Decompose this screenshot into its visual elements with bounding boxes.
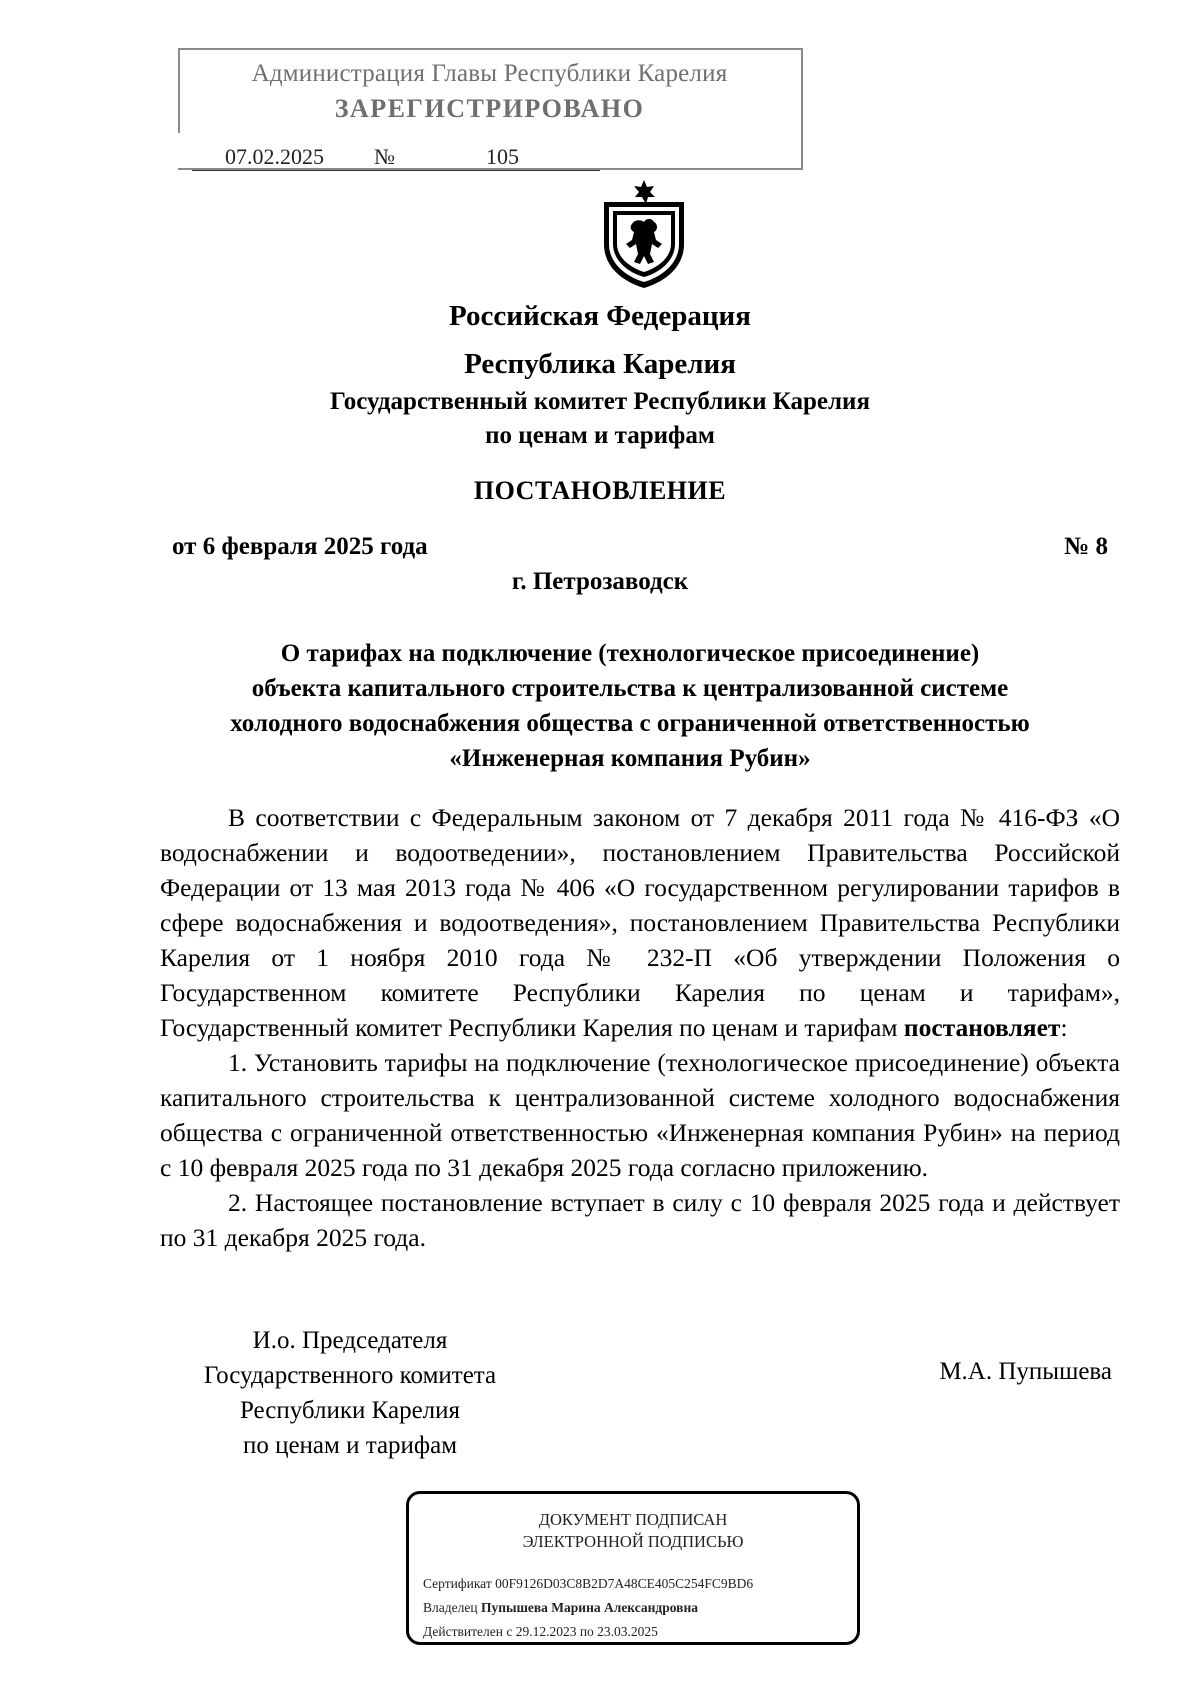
esig-heading-line2: ЭЛЕКТРОННОЙ ПОДПИСЬЮ [522, 1532, 744, 1551]
document-title [150, 636, 1110, 776]
republic-heading: Республика Карелия [464, 348, 736, 380]
valid-from-value: 29.12.2023 [515, 1624, 577, 1639]
document-type: ПОСТАНОВЛЕНИЕ [473, 476, 727, 505]
stamp-border-top [178, 48, 801, 50]
certificate-value: 00F9126D03C8B2D7A48CE405C254FC9BD6 [495, 1576, 754, 1591]
resolves-word: постановляет [903, 1013, 1061, 1042]
position-line: Государственного комитета [203, 1362, 497, 1389]
document-date: от 6 февраля 2025 года [172, 533, 428, 560]
document-body [160, 800, 1120, 1255]
preamble-text: В соответствии с Федеральным законом от 7 декабря 2011 года № 416-ФЗ «О водоснабжении и водоотведении», постановлением Правительства Российской Федерации от 13 мая 2013 года № 406 «О государственном регулировании тарифов в сфере водоснабжения и водоотведения», постановлением Правительства Республики Карелия от 1 ноября 2010 года № 232-П «Об утверждении Положения о Государственном комитете Республики Карелия по ценам и тарифам», Государственный комитет Республики Карелия по ценам и тарифам [160, 803, 1120, 1042]
document-number: № 8 [1064, 533, 1108, 560]
esig-heading: ДОКУМЕНТ ПОДПИСАН [538, 1510, 728, 1529]
title-line: «Инженерная компания Рубин» [449, 745, 811, 772]
committee-heading: Государственный комитет Республики Карелия [330, 388, 870, 415]
signatory-name: М.А. Пупышева [939, 1358, 1112, 1385]
country-heading: Российская Федерация [449, 300, 751, 332]
preamble-paragraph [160, 800, 1120, 1045]
valid-label: Действителен [423, 1624, 503, 1639]
electronic-signature-stamp [406, 1491, 860, 1645]
valid-to-label: по [579, 1624, 594, 1639]
signatory-position [180, 1323, 520, 1463]
committee-heading-line2: по ценам и тарифам [485, 422, 715, 449]
document-city: г. Петрозаводск [511, 568, 689, 595]
title-line: объекта капитального строительства к централизованной системе [251, 675, 1009, 702]
esig-owner-row [423, 1600, 698, 1616]
esig-certificate-row [423, 1576, 753, 1592]
esig-validity-row [423, 1624, 658, 1640]
registration-date: 07.02.2025 [192, 144, 374, 171]
registration-number: 105 [404, 144, 600, 171]
position-line: И.о. Председателя [252, 1327, 448, 1354]
title-line: холодного водоснабжения общества с ограниченной ответственностью [230, 710, 1030, 737]
item-2-paragraph: 2. Настоящее постановление вступает в силу с 10 февраля 2025 года и действует по 31 декабря 2025 года. [160, 1188, 1120, 1252]
valid-from-label: с [506, 1624, 513, 1639]
position-line: Республики Карелия [239, 1397, 461, 1424]
registration-number-sign: № [374, 144, 404, 171]
position-line: по ценам и тарифам [242, 1432, 458, 1459]
stamp-organization: Администрация Главы Республики Карелия [251, 60, 728, 87]
item-1-paragraph: 1. Установить тарифы на подключение (технологическое присоединение) объекта капитального строительства к централизованной системе холодного водоснабжения общества с ограниченной ответственностью «Инженерная компания Рубин» на период с 10 февраля 2025 года по 31 декабря 2025 года согласно приложению. [160, 1048, 1120, 1182]
stamp-status: ЗАРЕГИСТРИРОВАНО [334, 94, 645, 123]
owner-value: Пупышева Марина Александровна [480, 1600, 699, 1615]
resolves-colon: : [1060, 1013, 1068, 1042]
certificate-label: Сертификат [423, 1576, 492, 1591]
title-line: О тарифах на подключение (технологическое присоединение) [280, 640, 980, 667]
valid-to-value: 23.03.2025 [597, 1624, 658, 1639]
owner-label: Владелец [423, 1600, 478, 1615]
karelia-coat-of-arms-icon [598, 178, 690, 290]
